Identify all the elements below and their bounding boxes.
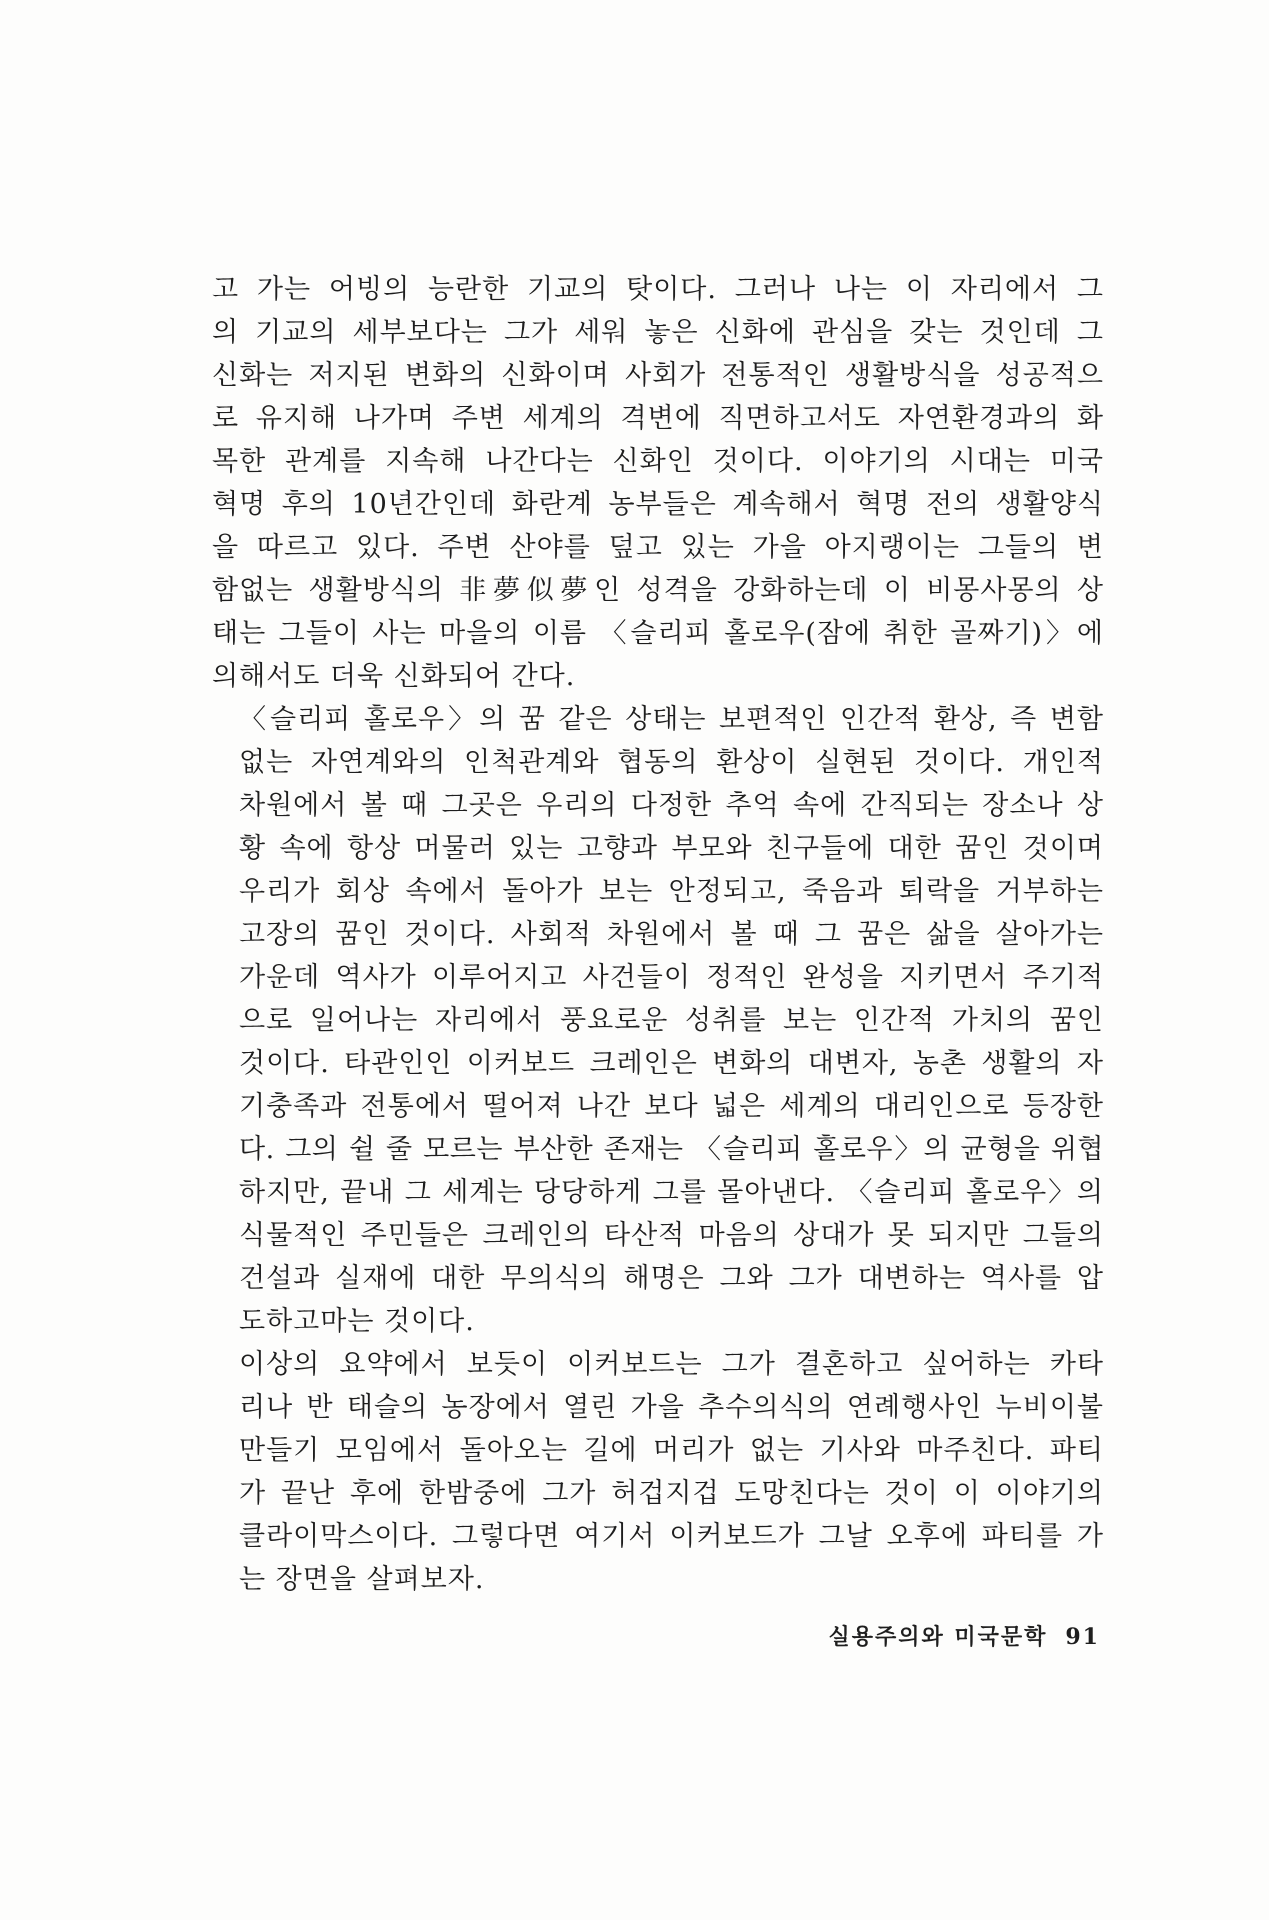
text-line: 혁명 후의 10년간인데 화란계 농부들은 계속해서 혁명 전의 생활양식 — [212, 489, 1104, 520]
text-line: 만들기 모임에서 돌아오는 길에 머리가 없는 기사와 마주친다. 파티 — [239, 1435, 1104, 1466]
text-line: 것이다. 타관인인 이커보드 크레인은 변화의 대변자, 농촌 생활의 자 — [239, 1048, 1104, 1079]
paragraph — [212, 698, 1104, 1343]
body-text — [212, 268, 1104, 1601]
text-line: 〈슬리피 홀로우〉의 꿈 같은 상태는 보편적인 인간적 환상, 즉 변함 — [239, 704, 1104, 735]
text-line: 을 따르고 있다. 주변 산야를 덮고 있는 가을 아지랭이는 그들의 변 — [212, 532, 1104, 563]
text-line: 태는 그들이 사는 마을의 이름 〈슬리피 홀로우(잠에 취한 골짜기)〉에 — [212, 618, 1104, 649]
paragraph — [212, 1343, 1104, 1601]
text-line: 황 속에 항상 머물러 있는 고향과 부모와 친구들에 대한 꿈인 것이며 — [239, 833, 1104, 864]
text-line: 으로 일어나는 자리에서 풍요로운 성취를 보는 인간적 가치의 꿈인 — [239, 1005, 1104, 1036]
text-line: 리나 반 태슬의 농장에서 열린 가을 추수의식의 연례행사인 누비이불 — [239, 1392, 1104, 1423]
text-line: 도하고마는 것이다. — [239, 1306, 475, 1337]
text-line: 다. 그의 쉴 줄 모르는 부산한 존재는 〈슬리피 홀로우〉의 균형을 위협 — [239, 1134, 1104, 1165]
text-line: 목한 관계를 지속해 나간다는 신화인 것이다. 이야기의 시대는 미국 — [212, 446, 1104, 477]
running-footer — [800, 1620, 1100, 1651]
text-line: 클라이막스이다. 그렇다면 여기서 이커보드가 그날 오후에 파티를 가 — [239, 1521, 1104, 1552]
text-line: 의 기교의 세부보다는 그가 세워 놓은 신화에 관심을 갖는 것인데 그 — [212, 317, 1104, 348]
page-number: 91 — [1065, 1624, 1100, 1650]
text-line: 고장의 꿈인 것이다. 사회적 차원에서 볼 때 그 꿈은 삶을 살아가는 — [239, 919, 1104, 950]
text-line: 고 가는 어빙의 능란한 기교의 탓이다. 그러나 나는 이 자리에서 그 — [212, 274, 1104, 305]
text-line: 신화는 저지된 변화의 신화이며 사회가 전통적인 생활방식을 성공적으 — [212, 360, 1104, 391]
text-line: 의해서도 더욱 신화되어 간다. — [212, 661, 576, 692]
text-line: 기충족과 전통에서 떨어져 나간 보다 넓은 세계의 대리인으로 등장한 — [239, 1091, 1104, 1122]
text-line: 이상의 요약에서 보듯이 이커보드는 그가 결혼하고 싶어하는 카타 — [239, 1349, 1104, 1380]
text-line: 가운데 역사가 이루어지고 사건들이 정적인 완성을 지키면서 주기적 — [239, 962, 1104, 993]
paragraph — [212, 268, 1104, 698]
text-line: 없는 자연계와의 인척관계와 협동의 환상이 실현된 것이다. 개인적 — [239, 747, 1104, 778]
text-line: 는 장면을 살펴보자. — [239, 1564, 485, 1595]
text-line: 차원에서 볼 때 그곳은 우리의 다정한 추억 속에 간직되는 장소나 상 — [239, 790, 1104, 821]
text-line: 우리가 회상 속에서 돌아가 보는 안정되고, 죽음과 퇴락을 거부하는 — [239, 876, 1104, 907]
text-line: 가 끝난 후에 한밤중에 그가 허겁지겁 도망친다는 것이 이 이야기의 — [239, 1478, 1104, 1509]
running-title: 실용주의와 미국문학 — [828, 1624, 1048, 1650]
text-line: 함없는 생활방식의 非夢似夢인 성격을 강화하는데 이 비몽사몽의 상 — [212, 575, 1104, 606]
text-line: 하지만, 끝내 그 세계는 당당하게 그를 몰아낸다. 〈슬리피 홀로우〉의 — [239, 1177, 1104, 1208]
text-line: 건설과 실재에 대한 무의식의 해명은 그와 그가 대변하는 역사를 압 — [239, 1263, 1104, 1294]
text-line: 로 유지해 나가며 주변 세계의 격변에 직면하고서도 자연환경과의 화 — [212, 403, 1104, 434]
text-line: 식물적인 주민들은 크레인의 타산적 마음의 상대가 못 되지만 그들의 — [239, 1220, 1104, 1251]
